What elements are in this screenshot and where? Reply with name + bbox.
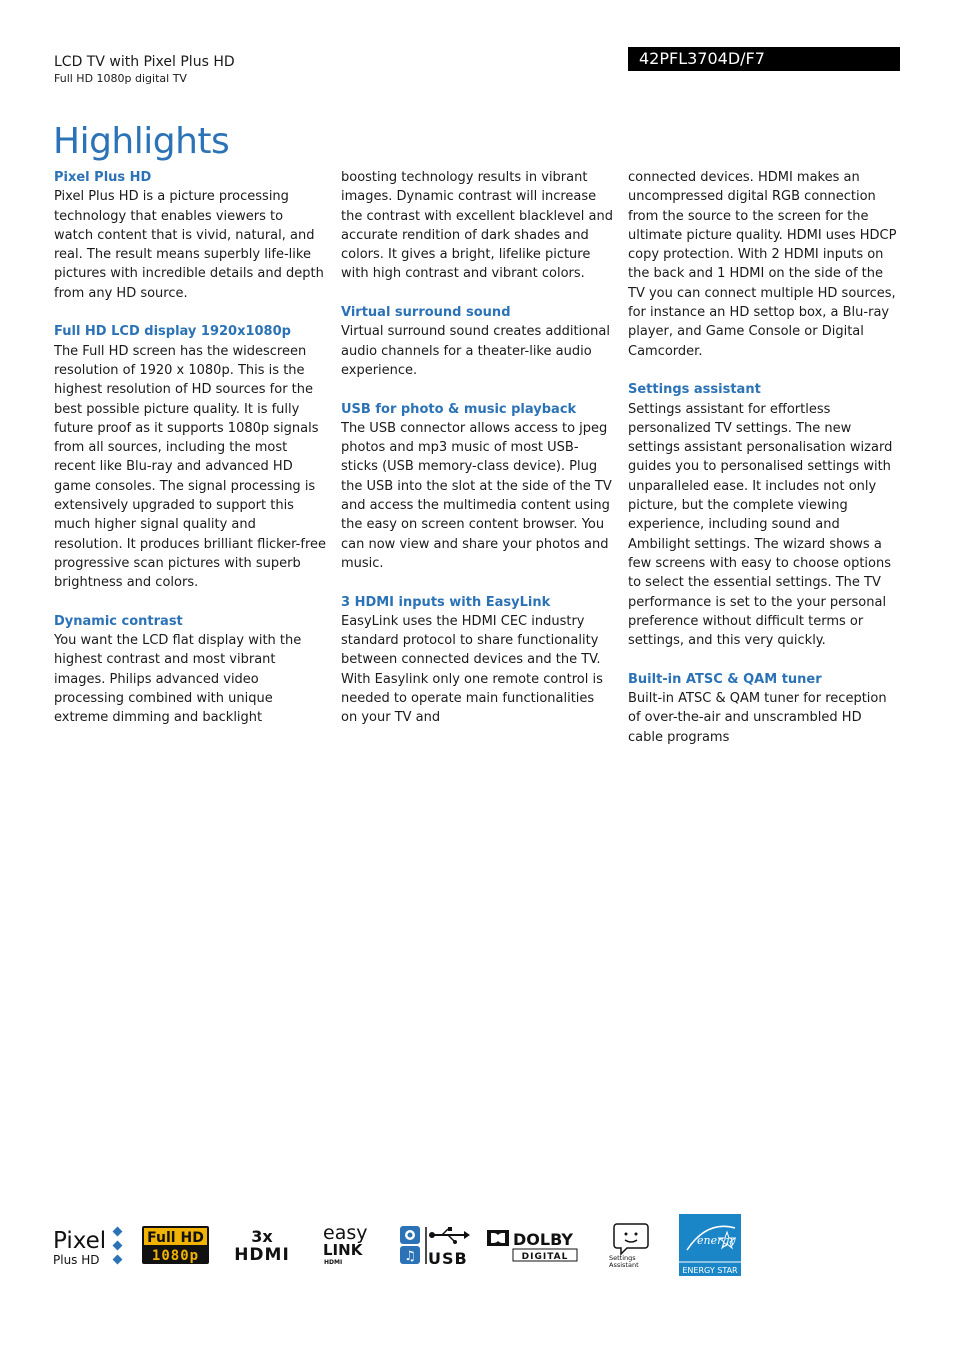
energy-star-script: energy: [697, 1234, 736, 1247]
energy-star-logo: [679, 1214, 741, 1276]
section-heading: USB for photo & music playback: [341, 401, 577, 417]
section-heading: Pixel Plus HD: [54, 170, 152, 185]
section-body: Virtual surround sound creates additional audio channels for a theater-like audio experience.: [341, 324, 610, 378]
section-dynamic-contrast-cont: [341, 168, 613, 284]
section-body: Settings assistant for effortless personalized TV settings. The new settings assistant personalisation wizard guides you to personalised settings with unparalleled ease. It includes not only picture, but the complete viewing experience, including sound and Ambilight settings. The wizard shows a few screens with easy to choose options to select the essential settings. The TV performance is set to the your personal preference without difficult terms or settings, and this very quickly.: [628, 401, 893, 649]
section-pixel-plus-hd: [54, 168, 326, 303]
energy-star-label: ENERGY STAR: [682, 1266, 738, 1275]
section-body: Built-in ATSC & QAM tuner for reception of over-the-air and unscrambled HD cable programs: [628, 691, 887, 745]
usb-label: USB: [428, 1249, 468, 1266]
column-1: [54, 168, 326, 747]
section-heading: 3 HDMI inputs with EasyLink: [341, 594, 551, 610]
section-hdmi-easylink: [341, 593, 613, 728]
section-body: You want the LCD flat display with the highest contrast and most vibrant images. Philips advanced video processing combined with unique extreme dimming and backlight: [54, 633, 302, 726]
section-full-hd-lcd: [54, 322, 326, 592]
dolby-label: DOLBY: [513, 1230, 573, 1249]
column-2: [341, 168, 613, 747]
feature-logos-row: [0, 1210, 954, 1290]
hdmi-3x-logo: [227, 1226, 297, 1262]
section-heading: Full HD LCD display 1920x1080p: [54, 324, 291, 340]
header-product-subtitle: Full HD 1080p digital TV: [54, 72, 187, 85]
hdmi-label: HDMI: [234, 1245, 290, 1262]
easylink-line2: LINK: [323, 1241, 363, 1259]
easylink-line1: easy: [323, 1222, 368, 1244]
section-virtual-surround: [341, 303, 613, 380]
full-hd-line1: Full HD: [147, 1230, 204, 1246]
section-heading: Settings assistant: [628, 382, 761, 398]
section-body: EasyLink uses the HDMI CEC industry standard protocol to share functionality between connected devices and the TV. With Easylink only one remote control is needed to operate main functionalities on your TV and: [341, 613, 603, 726]
settings-assistant-logo: [607, 1222, 651, 1270]
section-body: connected devices. HDMI makes an uncompressed digital RGB connection from the source to the screen for the ultimate picture quality. HDMI uses HDCP copy protection. With 2 HDMI inputs on the back and 1 HDMI on the side of the TV you can connect multiple HD sources, for instance an HD settop box, a Blu-ray player, and Game Console or Digital Camcorder.: [628, 170, 897, 359]
dolby-sub: DIGITAL: [521, 1252, 569, 1262]
pixel-plus-line2: Plus HD: [53, 1253, 100, 1267]
header-product-title: LCD TV with Pixel Plus HD: [54, 54, 235, 70]
section-atsc-tuner: [628, 670, 900, 747]
dolby-digital-logo: [486, 1228, 578, 1262]
section-heading: Dynamic contrast: [54, 613, 183, 629]
full-hd-line2: 1080p: [151, 1248, 200, 1264]
easylink-logo: [322, 1222, 378, 1268]
section-heading: Virtual surround sound: [341, 305, 511, 321]
section-heading: Built-in ATSC & QAM tuner: [628, 671, 822, 687]
pixel-plus-line1: Pixel: [53, 1228, 107, 1254]
section-body: Pixel Plus HD is a picture processing technology that enables viewers to watch content that is vivid, natural, and real. The result means superbly life-like pictures with incredible details and depth from any HD source.: [54, 189, 324, 301]
section-body: boosting technology results in vibrant images. Dynamic contrast will increase the contrast with excellent blacklevel and accurate rendition of dark shades and colors. It gives a bright, lifelike picture with high contrast and vibrant colors.: [341, 170, 614, 282]
section-body: The USB connector allows access to jpeg photos and mp3 music of most USB-sticks (USB memory-class device). Plug the USB into the slot at the side of the TV and access the multimedia content using the easy on screen content browser. You can now view and share your photos and music.: [341, 420, 612, 571]
settings-assistant-line2: Assistant: [609, 1261, 639, 1269]
page-title: Highlights: [53, 121, 230, 163]
section-dynamic-contrast: [54, 612, 326, 728]
column-3: [628, 168, 900, 766]
easylink-line3: HDMI: [324, 1259, 343, 1266]
svg-text:♫: ♫: [404, 1249, 416, 1264]
section-usb-playback: [341, 400, 613, 574]
model-number-badge: 42PFL3704D/F7: [628, 47, 900, 71]
pixel-plus-hd-logo: [52, 1224, 128, 1268]
settings-assistant-line1: Settings: [609, 1254, 636, 1262]
section-body: The Full HD screen has the widescreen resolution of 1920 x 1080p. This is the highest resolution of HD sources for the best possible picture quality. It is fully future proof as it supports 1080p signals from all sources, including the most recent like Blu-ray and advanced HD game consoles. The signal processing is extensively upgraded to support this much higher signal quality and resolution. It produces brilliant flicker-free progressive scan pictures with superb brightness and colors.: [54, 343, 326, 591]
section-hdmi-cont: [628, 168, 900, 361]
section-settings-assistant: [628, 380, 900, 650]
usb-logo: [398, 1224, 472, 1266]
full-hd-1080p-logo: [142, 1226, 209, 1264]
hdmi-count: 3x: [251, 1227, 273, 1246]
